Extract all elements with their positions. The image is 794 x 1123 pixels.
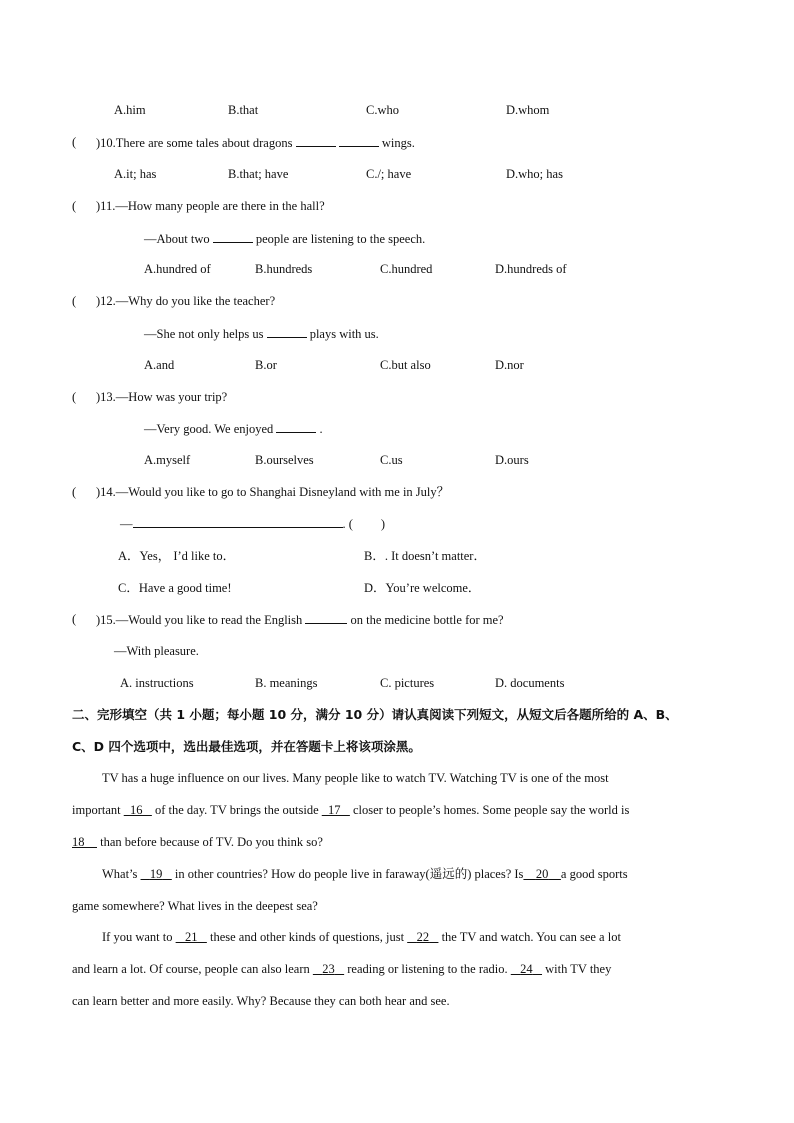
blank-21 <box>176 930 207 944</box>
q14-line2-c: ) <box>380 517 386 531</box>
q10-option-c: C./; have <box>366 167 412 181</box>
q13-line2-a: —Very good. We enjoyed <box>144 422 274 436</box>
q9-option-a: A.him <box>114 103 146 117</box>
p3-text-b: these and other kinds of questions, just <box>209 930 405 944</box>
passage-p2-line2: game somewhere? What lives in the deepest sea? <box>72 899 318 913</box>
q11-line2-a: —About two <box>144 232 210 246</box>
q13-stem: 13.—How was your trip? <box>100 390 228 404</box>
passage-p3-line2 <box>72 961 611 977</box>
q12-line2-b: plays with us. <box>309 327 379 341</box>
p3-text-a: If you want to <box>102 930 173 944</box>
passage-p2-line1 <box>102 866 628 882</box>
q14-question <box>96 484 449 500</box>
q11-blank <box>213 230 253 243</box>
q10-stem-b: wings. <box>381 136 415 150</box>
q15-paren-close: ) <box>96 613 101 627</box>
q15-question <box>96 611 504 628</box>
blank-21-num: 21 <box>184 930 198 944</box>
passage-p3-line1 <box>102 929 621 945</box>
p2-text-b: in other countries? How do people live in faraway(遥远的) places? Is <box>174 867 524 881</box>
p3-text-f: with TV they <box>545 962 612 976</box>
q10-stem-a: 10.There are some tales about dragons <box>100 136 293 150</box>
q12-paren-open: ( <box>72 294 77 308</box>
blank-24 <box>511 962 542 976</box>
q13-blank <box>276 420 316 433</box>
q14-option-b: B．. It doesn’t matter． <box>364 549 486 563</box>
blank-16-num: 16 <box>129 803 143 817</box>
passage-p1-line1: TV has a huge influence on our lives. Many people like to watch TV. Watching TV is one of the most <box>102 771 609 785</box>
q11-stem: 11.—How many people are there in the hall? <box>100 199 325 213</box>
q10-paren-open: ( <box>72 135 77 149</box>
blank-18-num: 18 <box>72 835 85 849</box>
q12-option-b: B.or <box>255 358 277 372</box>
blank-20 <box>523 867 561 881</box>
q13-option-d: D.ours <box>495 453 529 467</box>
q10-blank-1 <box>296 134 336 147</box>
q9-option-d: D.whom <box>506 103 550 117</box>
q13-answer-line <box>144 420 323 437</box>
q12-question <box>96 293 275 309</box>
q15-option-d: D. documents <box>495 676 565 690</box>
q15-paren-open: ( <box>72 612 77 626</box>
q15-stem-b: on the medicine bottle for me? <box>350 613 504 627</box>
q10-option-a: A.it; has <box>114 167 157 181</box>
q12-option-d: D.nor <box>495 358 524 372</box>
q13-line2-b: . <box>319 422 323 436</box>
q14-option-d: D．You’re welcome． <box>364 581 481 595</box>
q12-blank <box>267 325 307 338</box>
blank-19 <box>141 867 172 881</box>
q14-option-c: C．Have a good time! <box>118 581 232 595</box>
q12-option-a: A.and <box>144 358 175 372</box>
q10-question <box>96 134 415 151</box>
q12-stem: 12.—Why do you like the teacher? <box>100 294 276 308</box>
q13-option-a: A.myself <box>144 453 191 467</box>
q14-line2-a: — <box>120 517 133 531</box>
q12-option-c: C.but also <box>380 358 431 372</box>
q13-option-b: B.ourselves <box>255 453 314 467</box>
q13-paren-close: ) <box>96 390 101 404</box>
p1-text-a: important <box>72 803 121 817</box>
q13-option-c: C.us <box>380 453 403 467</box>
q12-paren-close: ) <box>96 294 101 308</box>
q11-question <box>96 198 325 214</box>
passage-p1-line2 <box>72 802 629 818</box>
blank-16 <box>124 803 152 817</box>
q10-paren-close: ) <box>96 136 101 150</box>
q11-option-d: D.hundreds of <box>495 262 567 276</box>
blank-17 <box>322 803 350 817</box>
q11-option-c: C.hundred <box>380 262 433 276</box>
blank-19-num: 19 <box>149 867 163 881</box>
q11-paren-close: ) <box>96 199 101 213</box>
q14-paren-close: ) <box>96 485 101 499</box>
blank-20-num: 20 <box>535 867 549 881</box>
q15-blank <box>305 611 347 624</box>
passage-p1-line3 <box>72 834 323 850</box>
q9-option-c: C.who <box>366 103 399 117</box>
q14-blank <box>133 515 343 528</box>
blank-23-num: 23 <box>322 962 335 976</box>
q14-stem: 14.—Would you like to go to Shanghai Disneyland with me in July？ <box>100 485 450 499</box>
q14-answer-line <box>120 515 385 532</box>
q13-paren-open: ( <box>72 390 77 404</box>
blank-17-num: 17 <box>328 803 341 817</box>
q11-answer-line <box>144 230 425 247</box>
q10-blank-2 <box>339 134 379 147</box>
p3-text-d: and learn a lot. Of course, people can also learn <box>72 962 310 976</box>
p2-text-a: What’s <box>102 867 138 881</box>
q11-line2-b: people are listening to the speech. <box>255 232 426 246</box>
q15-option-c: C. pictures <box>380 676 435 690</box>
blank-23 <box>313 962 344 976</box>
blank-22-num: 22 <box>416 930 430 944</box>
p1-text-b: of the day. TV brings the outside <box>154 803 319 817</box>
q15-option-b: B. meanings <box>255 676 318 690</box>
q11-option-b: B.hundreds <box>255 262 313 276</box>
blank-24-num: 24 <box>520 962 533 976</box>
q15-option-a: A. instructions <box>120 676 194 690</box>
p3-text-c: the TV and watch. You can see a lot <box>441 930 621 944</box>
p1-text-c: closer to people’s homes. Some people say the world is <box>353 803 630 817</box>
q11-option-a: A.hundred of <box>144 262 211 276</box>
q10-option-b: B.that; have <box>228 167 289 181</box>
q12-answer-line <box>144 325 379 342</box>
q12-line2-a: —She not only helps us <box>144 327 264 341</box>
blank-18 <box>72 835 97 849</box>
q11-paren-open: ( <box>72 199 77 213</box>
blank-22 <box>407 930 438 944</box>
q13-question <box>96 389 227 405</box>
section2-heading-line2: C、D 四个选项中，选出最佳选项，并在答题卡上将该项涂黑。 <box>72 739 421 754</box>
q14-paren-open: ( <box>72 485 77 499</box>
passage-p3-line3: can learn better and more easily. Why? Because they can both hear and see. <box>72 994 450 1008</box>
q9-option-b: B.that <box>228 103 259 117</box>
q14-option-a: A．Yes， I’d like to． <box>118 549 236 563</box>
q15-line2: —With pleasure. <box>114 644 199 658</box>
q10-option-d: D.who; has <box>506 167 563 181</box>
q15-stem-a: 15.—Would you like to read the English <box>100 613 303 627</box>
p3-text-e: reading or listening to the radio. <box>347 962 508 976</box>
section2-heading-line1: 二、完形填空（共 1 小题；每小题 10 分，满分 10 分）请认真阅读下列短文，从短文后各题所给的 A、B、 <box>72 707 678 722</box>
p2-text-c: a good sports <box>560 867 628 881</box>
p1-text-d: than before because of TV. Do you think so? <box>100 835 323 849</box>
q14-line2-b: . ( <box>342 517 353 531</box>
